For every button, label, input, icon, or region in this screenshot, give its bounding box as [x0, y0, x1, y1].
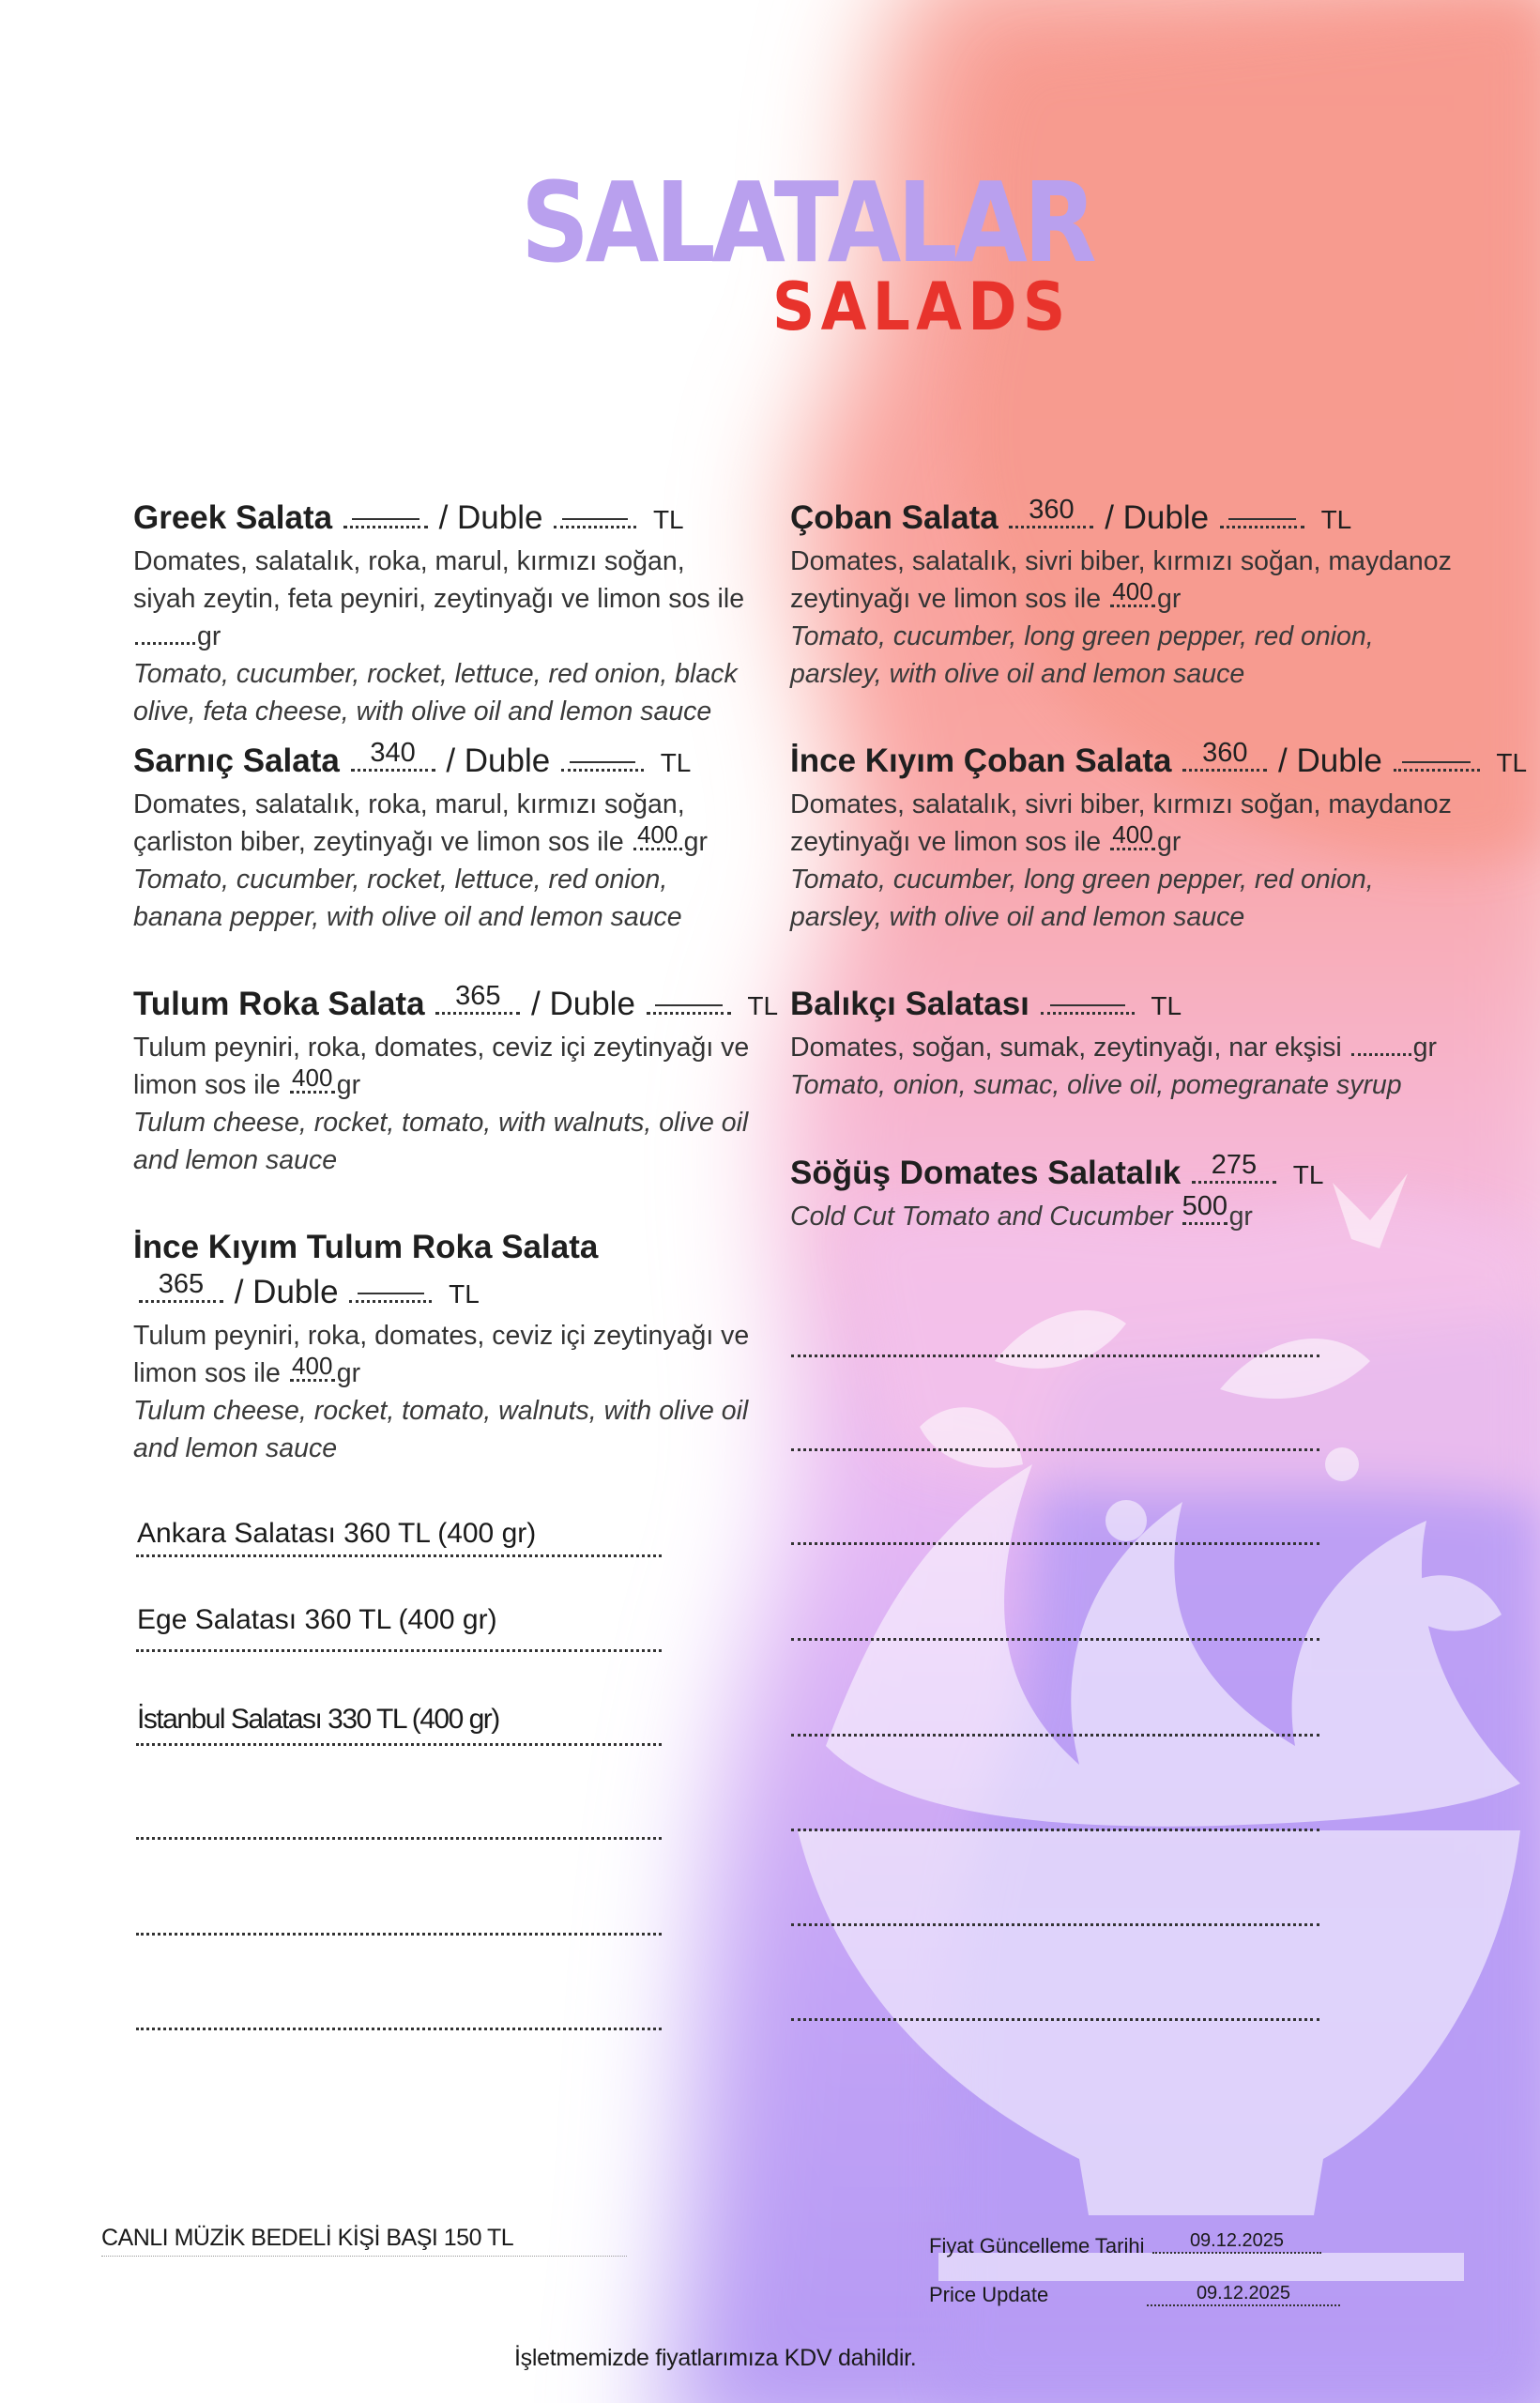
menu-item-balikci-salatasi	[790, 982, 1466, 1104]
blank-dotted-line	[791, 2018, 1319, 2021]
price-field	[1041, 1004, 1135, 1015]
blank-dotted-line	[791, 1734, 1319, 1737]
dotted-line	[136, 1743, 662, 1746]
menu-item-sarnic-salata	[133, 739, 753, 936]
price-field	[139, 1269, 223, 1303]
item-description-tr: Domates, salatalık, roka, marul, kırmızı soğan, çarliston biber, zeytinyağı ve limon sos ile 400 gr	[133, 789, 709, 857]
weight-field: 400	[290, 1085, 335, 1094]
price-field	[1182, 738, 1267, 772]
currency: TL	[652, 505, 684, 534]
blank-dotted-line	[791, 1448, 1319, 1451]
weight-field: 400	[290, 1373, 335, 1382]
price-field	[1192, 1150, 1276, 1184]
item-description-tr: Tulum peyniri, roka, domates, ceviz içi zeytinyağı ve limon sos ile 400 gr	[133, 1033, 750, 1100]
title-turkish: SALATALAR	[521, 158, 1093, 287]
duble-label: / Duble	[438, 499, 543, 536]
handwritten-item-ankara: Ankara Salatası 360 TL (400 gr)	[137, 1518, 537, 1549]
duble-label: / Duble	[531, 986, 635, 1022]
currency: TL	[660, 748, 692, 777]
dotted-line	[101, 2256, 627, 2257]
price-value	[1041, 1008, 1135, 1010]
weight-field: 400	[1110, 842, 1155, 850]
duble-price-field	[554, 518, 636, 528]
blank-dotted-line	[791, 1355, 1319, 1357]
price-value	[343, 522, 428, 524]
item-description-tr: Tulum peyniri, roka, domates, ceviz içi zeytinyağı ve limon sos ile 400 gr	[133, 1321, 750, 1388]
blank-dotted-line	[136, 2028, 662, 2030]
weight-field	[135, 636, 195, 645]
duble-label: / Duble	[446, 742, 551, 779]
duble-price-value	[1394, 765, 1480, 767]
menu-item-coban-salata	[790, 496, 1466, 693]
duble-price-value	[561, 765, 644, 767]
currency: TL	[1496, 748, 1528, 777]
item-description-en: Cold Cut Tomato and Cucumber 500 gr	[790, 1191, 1253, 1232]
menu-item-ince-kiyim-tulum-roka-salata	[133, 1225, 753, 1467]
item-description-tr: Domates, salatalık, roka, marul, kırmızı soğan, siyah zeytin, feta peyniri, zeytinyağı ve limon sos ile gr	[133, 546, 745, 651]
menu-item-sogus-domates-salatalik	[790, 1151, 1466, 1235]
dotted-line	[136, 1554, 662, 1557]
price-value: 365	[455, 981, 501, 1011]
weight-field	[1351, 1048, 1411, 1056]
item-description-tr: Domates, salatalık, sivri biber, kırmızı soğan, maydanoz zeytinyağı ve limon sos ile 400 gr	[790, 789, 1452, 857]
price-field	[343, 518, 428, 528]
currency: TL	[1320, 505, 1352, 534]
blank-dotted-line	[791, 1829, 1319, 1831]
duble-label: / Duble	[1278, 742, 1382, 779]
blank-dotted-line	[136, 1837, 662, 1840]
item-description-en: Tomato, cucumber, long green pepper, red onion, parsley, with olive oil and lemon sauce	[790, 621, 1374, 689]
live-music-fee: CANLI MÜZİK BEDELİ KİŞİ BAŞI 150 TL	[101, 2225, 514, 2251]
item-description-en: Tulum cheese, rocket, tomato, with walnuts, olive oil and lemon sauce	[133, 1108, 749, 1175]
duble-price-field	[349, 1293, 432, 1303]
blank-dotted-line	[791, 1542, 1319, 1545]
duble-price-field	[561, 761, 644, 772]
weight-field: 400	[633, 842, 682, 850]
menu-item-ince-kiyim-coban-salata	[790, 738, 1528, 936]
duble-price-field	[1220, 518, 1304, 528]
menu-item-tulum-roka-salata	[133, 981, 779, 1179]
price-value: 275	[1211, 1150, 1258, 1180]
weight-field: 500	[1182, 1215, 1227, 1225]
duble-label: / Duble	[1105, 499, 1210, 536]
item-description-en: Tomato, onion, sumac, olive oil, pomegranate syrup	[790, 1070, 1402, 1100]
item-description-en: Tomato, cucumber, long green pepper, red onion, parsley, with olive oil and lemon sauce	[790, 865, 1374, 932]
blank-dotted-line	[136, 1933, 662, 1936]
item-description-tr: Domates, salatalık, sivri biber, kırmızı soğan, maydanoz zeytinyağı ve limon sos ile 400 gr	[790, 546, 1452, 614]
blank-dotted-line	[791, 1638, 1319, 1641]
duble-price-value	[554, 522, 636, 524]
handwritten-item-ege: Ege Salatası 360 TL (400 gr)	[137, 1604, 497, 1635]
item-name: Tulum Roka Salata	[133, 986, 425, 1022]
vat-included-note: İşletmemizde fiyatlarımıza KDV dahildir.	[514, 2345, 917, 2371]
price-value: 365	[158, 1269, 205, 1299]
handwritten-item-istanbul: İstanbul Salatası 330 TL (400 gr)	[137, 1704, 499, 1735]
duble-price-value	[349, 1296, 432, 1298]
duble-label: / Duble	[234, 1274, 339, 1310]
duble-price-value	[647, 1008, 731, 1010]
currency: TL	[747, 991, 779, 1020]
item-name: Söğüş Domates Salatalık	[790, 1155, 1182, 1191]
price-value: 360	[1202, 738, 1248, 768]
item-description-en: Tomato, cucumber, rocket, lettuce, red onion, black olive, feta cheese, with olive oil and lemon sauce	[133, 659, 738, 727]
price-value: 360	[1029, 495, 1075, 525]
currency: TL	[1151, 991, 1182, 1020]
menu-item-greek-salata	[133, 496, 753, 730]
item-description-en: Tulum cheese, rocket, tomato, walnuts, with olive oil and lemon sauce	[133, 1396, 749, 1463]
price-field	[435, 981, 520, 1015]
price-update-date-tr: 09.12.2025	[1152, 2230, 1321, 2254]
item-name: Balıkçı Salatası	[790, 986, 1029, 1022]
item-description-tr: Domates, soğan, sumak, zeytinyağı, nar ekşisi gr	[790, 1033, 1437, 1063]
blank-dotted-line	[791, 1923, 1319, 1926]
item-name: İnce Kıyım Çoban Salata	[790, 742, 1172, 779]
duble-price-field	[1394, 761, 1480, 772]
price-update-date-en: 09.12.2025	[1147, 2283, 1340, 2306]
currency: TL	[1292, 1160, 1324, 1189]
price-field	[351, 738, 435, 772]
dotted-line	[136, 1649, 662, 1652]
price-update-label-en: Price Update	[929, 2283, 1049, 2306]
price-field	[1009, 495, 1093, 528]
currency: TL	[449, 1279, 480, 1309]
title-english: SALADS	[772, 268, 1072, 345]
item-name: İnce Kıyım Tulum Roka Salata	[133, 1229, 599, 1265]
price-value: 340	[370, 738, 416, 768]
item-name: Greek Salata	[133, 499, 333, 536]
price-update-label-tr: Fiyat Güncelleme Tarihi	[929, 2234, 1145, 2258]
item-name: Çoban Salata	[790, 499, 999, 536]
weight-field: 400	[1110, 599, 1155, 607]
item-name: Sarnıç Salata	[133, 742, 340, 779]
duble-price-field	[647, 1004, 731, 1015]
item-description-en: Tomato, cucumber, rocket, lettuce, red onion, banana pepper, with olive oil and lemon sauce	[133, 865, 682, 932]
duble-price-value	[1220, 522, 1304, 524]
